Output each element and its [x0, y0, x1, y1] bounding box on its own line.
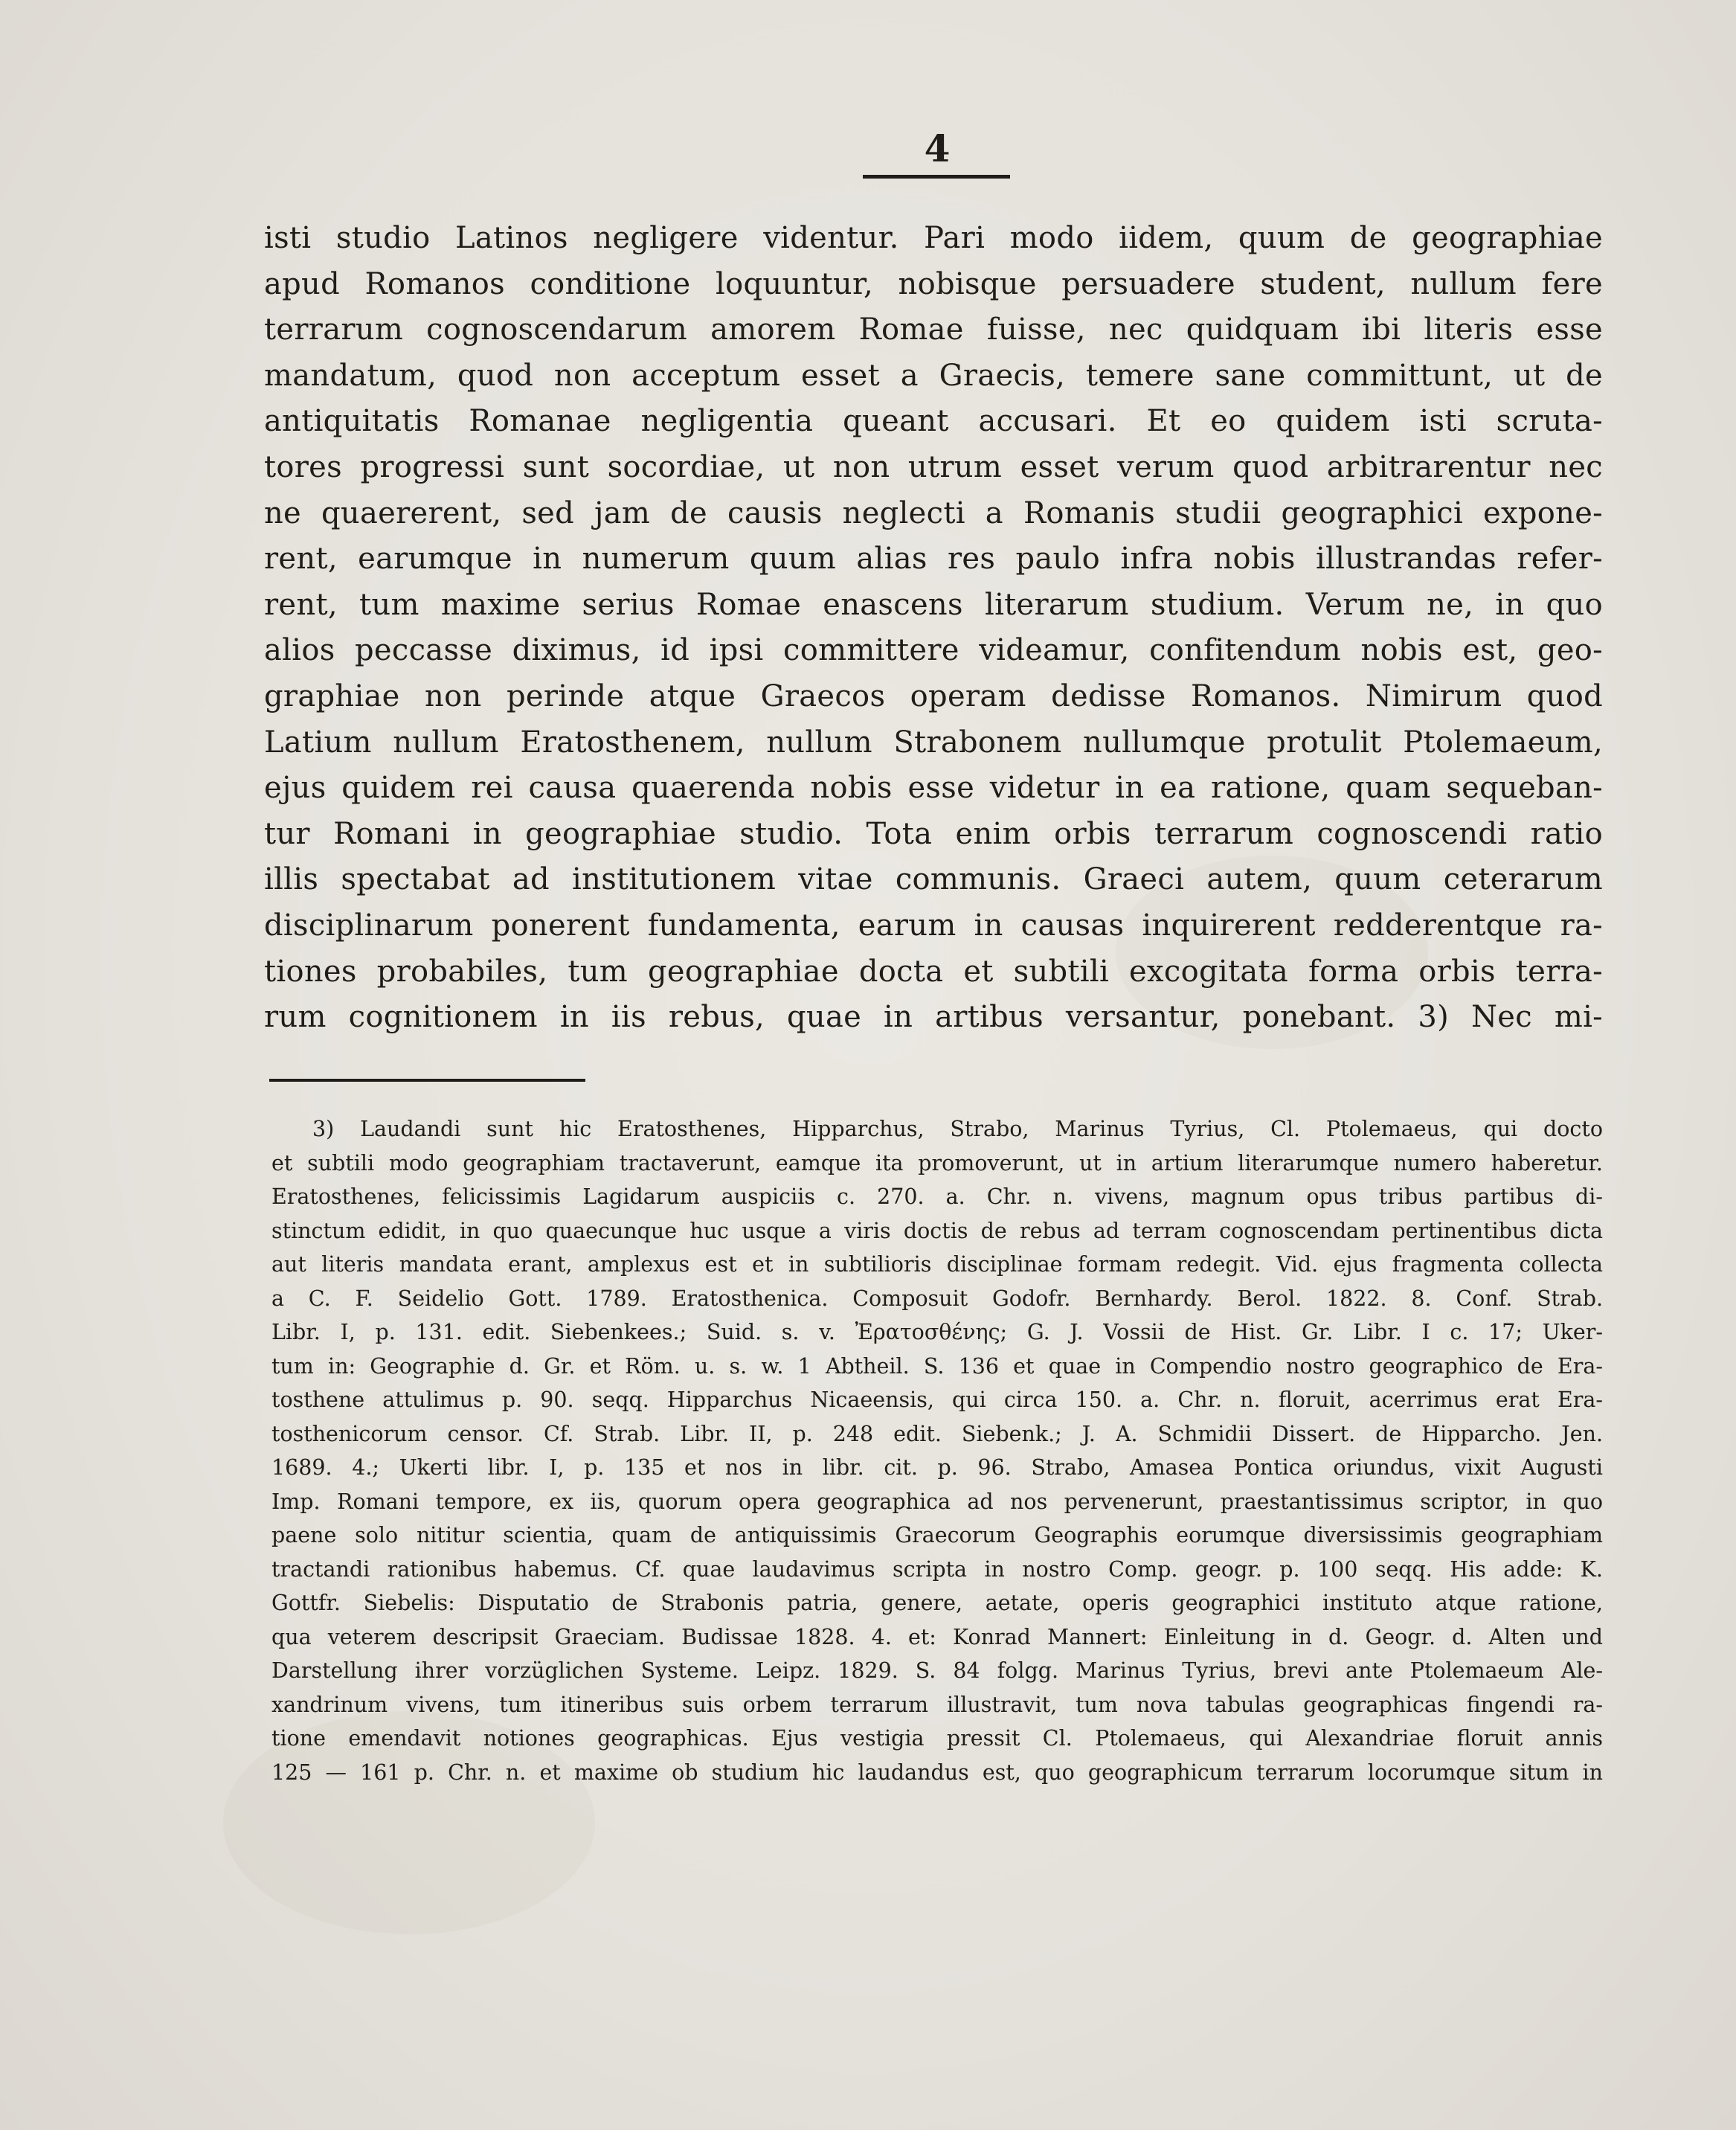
footnote-line: qua veterem descripsit Graeciam. Budissae 1828. 4. et: Konrad Mannert: Einleitung in d. Geogr. d. Alten und [271, 1624, 1603, 1649]
main-text-line: ejus quidem rei causa quaerenda nobis esse videtur in ea ratione, quam sequeban- [264, 771, 1603, 806]
footnote-line: Gottfr. Siebelis: Disputatio de Strabonis patria, genere, aetate, operis geographici instituto atque ratione, [271, 1591, 1603, 1615]
page-number: 4 [924, 126, 951, 170]
footnote-line: tum in: Geographie d. Gr. et Röm. u. s. w. 1 Abtheil. S. 136 et quae in Compendio nostro geographico de Era- [271, 1353, 1603, 1379]
footnote-line: et subtili modo geographiam tractaverunt, eamque ita promoverunt, ut in artium literarumque numero haberetur. [271, 1150, 1603, 1175]
footnote-line: tosthene attulimus p. 90. seqq. Hipparchus Nicaeensis, qui circa 150. a. Chr. n. floruit, acerrimus erat Era- [271, 1388, 1603, 1412]
footnote-line: tosthenicorum censor. Cf. Strab. Libr. II, p. 248 edit. Siebenk.; J. A. Schmidii Dissert. de Hipparcho. Jen. [271, 1421, 1603, 1446]
footnote-line: Libr. I, p. 131. edit. Siebenkees.; Suid. s. v. Ἐρατοσθένης; G. J. Vossii de Hist. Gr. Libr. I c. 17; Uker- [271, 1320, 1603, 1344]
footnote-line: paene solo nititur scientia, quam de antiquissimis Graecorum Geographis eorumque diversissimis geographiam [271, 1523, 1603, 1547]
footnote-line: tione emendavit notiones geographicas. Ejus vestigia pressit Cl. Ptolemaeus, qui Alexandriae floruit annis [271, 1726, 1603, 1751]
main-text-line: tores progressi sunt socordiae, ut non utrum esset verum quod arbitrarentur nec [264, 449, 1603, 484]
main-text-line: ne quaererent, sed jam de causis neglecti a Romanis studii geographici expone- [264, 495, 1603, 530]
footnote-line: 3) Laudandi sunt hic Eratosthenes, Hipparchus, Strabo, Marinus Tyrius, Cl. Ptolemaeus, qui docto [312, 1117, 1603, 1141]
main-text-line: antiquitatis Romanae negligentia queant accusari. Et eo quidem isti scruta- [264, 404, 1603, 439]
main-text-line: rent, tum maxime serius Romae enascens literarum studium. Verum ne, in quo [264, 587, 1603, 622]
page-number-rule [863, 175, 1010, 179]
main-text-line: mandatum, quod non acceptum esset a Graecis, temere sane committunt, ut de [264, 358, 1603, 393]
footnote-line: Eratosthenes, felicissimis Lagidarum auspiciis c. 270. a. Chr. n. vivens, magnum opus tribus partibus di- [271, 1184, 1603, 1209]
footnote-line: 1689. 4.; Ukerti libr. I, p. 135 et nos in libr. cit. p. 96. Strabo, Amasea Pontica oriundus, vixit Augusti [271, 1455, 1603, 1480]
main-text-line: apud Romanos conditione loquuntur, nobisque persuadere student, nullum fere [264, 266, 1603, 301]
main-text-line: tiones probabiles, tum geographiae docta et subtili excogitata forma orbis terra- [264, 954, 1603, 989]
footnote-line: a C. F. Seidelio Gott. 1789. Eratosthenica. Composuit Godofr. Bernhardy. Berol. 1822. 8. Conf. Strab. [271, 1286, 1603, 1311]
main-text-line: rent, earumque in numerum quum alias res paulo infra nobis illustrandas refer- [264, 542, 1603, 577]
main-text-line: alios peccasse diximus, id ipsi committere videamur, confitendum nobis est, geo- [264, 633, 1603, 668]
main-text-line: tur Romani in geographiae studio. Tota enim orbis terrarum cognoscendi ratio [264, 816, 1603, 851]
footnote-line: Darstellung ihrer vorzüglichen Systeme. Leipz. 1829. S. 84 folgg. Marinus Tyrius, brevi ante Ptolemaeum Ale- [271, 1658, 1603, 1683]
main-text-block [264, 216, 1603, 1041]
footnote-line: aut literis mandata erant, amplexus est et in subtilioris disciplinae formam redegit. Vid. ejus fragmenta collecta [271, 1252, 1603, 1277]
footnote-block [271, 1112, 1603, 1789]
footnote-line: stinctum edidit, in quo quaecunque huc usque a viris doctis de rebus ad terram cognoscendam pertinentibus dicta [271, 1218, 1603, 1243]
footnote-rule [269, 1079, 585, 1082]
main-text-line: terrarum cognoscendarum amorem Romae fuisse, nec quidquam ibi literis esse [264, 312, 1603, 347]
main-text-line: illis spectabat ad institutionem vitae communis. Graeci autem, quum ceterarum [264, 862, 1603, 897]
footnote-line: Imp. Romani tempore, ex iis, quorum opera geographica ad nos pervenerunt, praestantissimus scriptor, in quo [271, 1489, 1603, 1514]
main-text-line: graphiae non perinde atque Graecos operam dedisse Romanos. Nimirum quod [264, 679, 1603, 713]
footnote-line: 125 — 161 p. Chr. n. et maxime ob studium hic laudandus est, quo geographicum terrarum locorumque situm in [271, 1760, 1603, 1785]
main-text-line: rum cognitionem in iis rebus, quae in artibus versantur, ponebant. 3) Nec mi- [264, 1000, 1603, 1035]
footnote-line: tractandi rationibus habemus. Cf. quae laudavimus scripta in nostro Comp. geogr. p. 100 seqq. His adde: K. [271, 1556, 1603, 1582]
main-text-line: Latium nullum Eratosthenem, nullum Strabonem nullumque protulit Ptolemaeum, [264, 725, 1603, 760]
main-text-line: disciplinarum ponerent fundamenta, earum in causas inquirerent redderentque ra- [264, 908, 1603, 943]
main-text-line: isti studio Latinos negligere videntur. Pari modo iidem, quum de geographiae [264, 221, 1603, 255]
footnote-line: xandrinum vivens, tum itineribus suis orbem terrarum illustravit, tum nova tabulas geographicas fingendi ra- [271, 1692, 1603, 1717]
